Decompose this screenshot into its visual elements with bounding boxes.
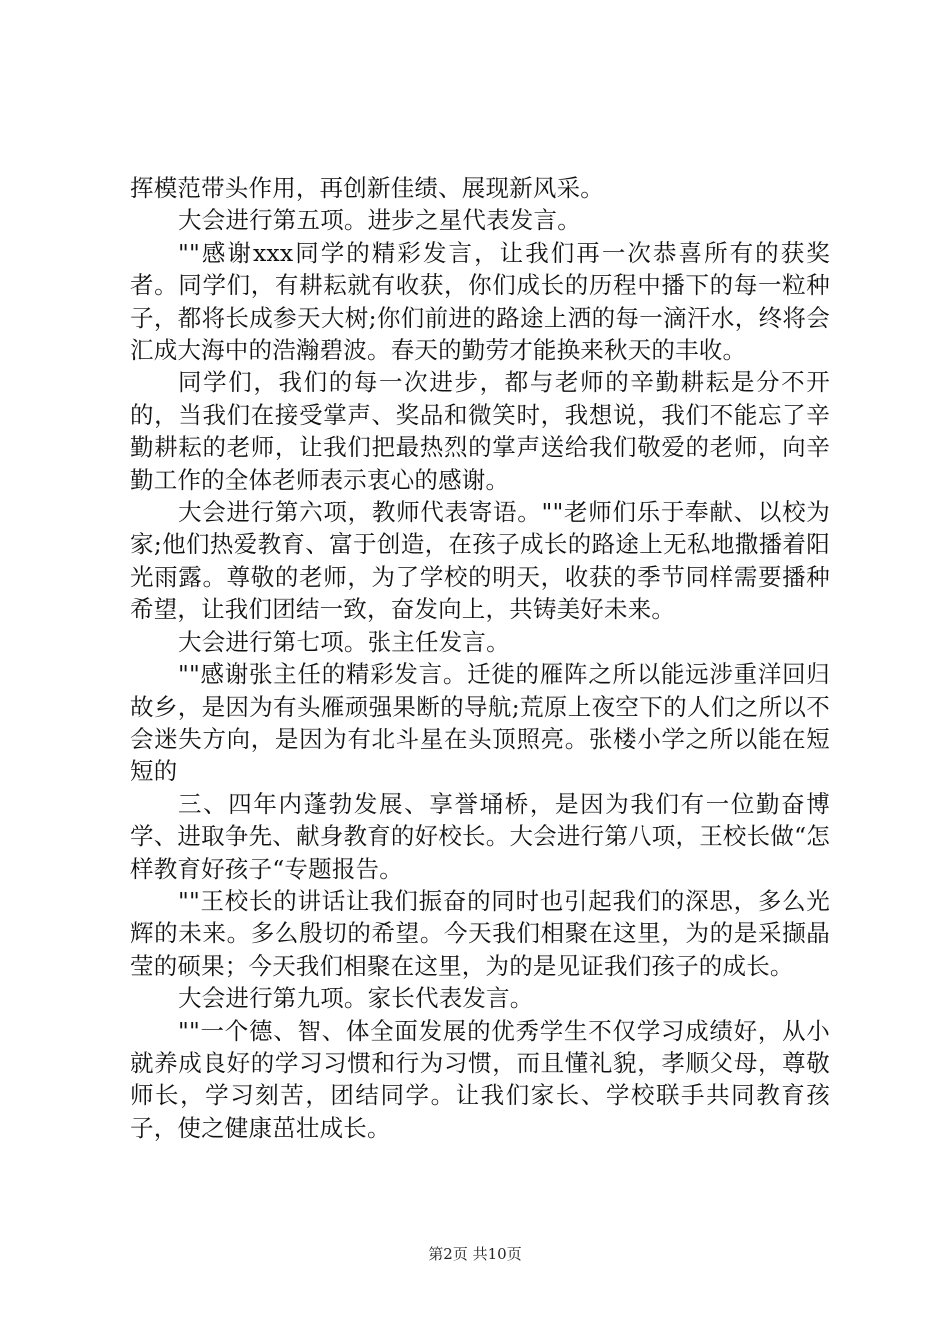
paragraph: ""一个德、智、体全面发展的优秀学生不仅学习成绩好，从小就养成良好的学习习惯和行为习惯，而且懂礼貌，孝顺父母，尊敬师长，学习刻苦，团结同学。让我们家长、学校联手共同教育孩子，使之健康茁壮成长。 (130, 1016, 830, 1142)
paragraph: 大会进行第七项。张主任发言。 (178, 627, 510, 656)
document-body (130, 172, 830, 1144)
paragraph: 大会进行第九项。家长代表发言。 (178, 984, 534, 1013)
paragraph: ""感谢张主任的精彩发言。迁徙的雁阵之所以能远涉重洋回归故乡，是因为有头雁顽强果断的导航;荒原上夜空下的人们之所以不会迷失方向，是因为有北斗星在头顶照亮。张楼小学之所以能在短短的 (130, 660, 830, 786)
page-number-footer: 第2页 共10页 (428, 1245, 522, 1263)
paragraph: 同学们，我们的每一次进步，都与老师的辛勤耕耘是分不开的，当我们在接受掌声、奖品和微笑时，我想说，我们不能忘了辛勤耕耘的老师，让我们把最热烈的掌声送给我们敬爱的老师，向辛勤工作的全体老师表示衷心的感谢。 (130, 368, 830, 494)
paragraph: 三、四年内蓬勃发展、享誉埇桥，是因为我们有一位勤奋博学、进取争先、献身教育的好校长。大会进行第八项，王校长做“怎样教育好孩子“专题报告。 (130, 789, 830, 883)
paragraph: 大会进行第六项，教师代表寄语。""老师们乐于奉献、以校为家;他们热爱教育、富于创造，在孩子成长的路途上无私地撒播着阳光雨露。尊敬的老师，为了学校的明天，收获的季节同样需要播种希望，让我们团结一致，奋发向上，共铸美好未来。 (130, 498, 830, 624)
paragraph: 挥模范带头作用，再创新佳绩、展现新风采。 (130, 174, 604, 202)
paragraph: ""王校长的讲话让我们振奋的同时也引起我们的深思，多么光辉的未来。多么殷切的希望。今天我们相聚在这里，为的是采撷晶莹的硕果；今天我们相聚在这里，为的是见证我们孩子的成长。 (130, 886, 830, 980)
paragraph: 大会进行第五项。进步之星代表发言。 (178, 206, 581, 235)
paragraph: ""感谢xxx同学的精彩发言，让我们再一次恭喜所有的获奖者。同学们，有耕耘就有收获，你们成长的历程中播下的每一粒种子，都将长成参天大树;你们前进的路途上洒的每一滴汗水，终将会汇成大海中的浩瀚碧波。春天的勤劳才能换来秋天的丰收。 (130, 238, 830, 365)
